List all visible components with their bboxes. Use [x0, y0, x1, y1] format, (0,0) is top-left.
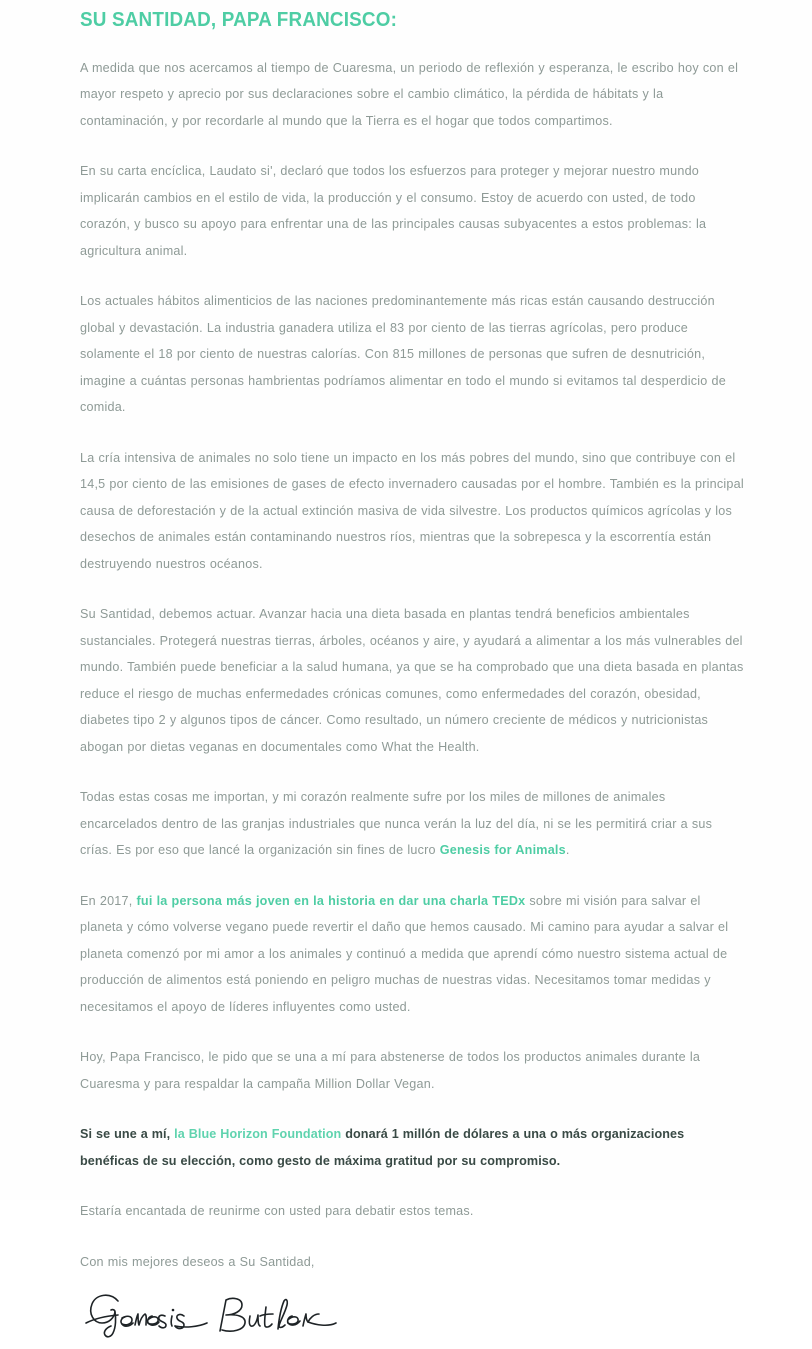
page-title: SU SANTIDAD, PAPA FRANCISCO:: [80, 8, 398, 31]
paragraph-9-text-after: donará 1 millón de dólares a una o más organizaciones benéficas de su elección, como gesto de máxima gratitud por su compromiso.: [80, 1127, 685, 1168]
paragraph-3: Los actuales hábitos alimenticios de las naciones predominantemente más ricas están causando destrucción global y devastación. La industria ganadera utiliza el 83 por ciento de las tierras agrícolas, pero produce solamente el 18 por ciento de nuestras calorías. Con 815 millones de personas que sufren de desnutrición, imagine a cuántas personas hambrientas podríamos alimentar en todo el mundo si evitamos tal desperdicio de comida.: [80, 294, 726, 415]
paragraph-6: [80, 784, 745, 864]
paragraph-9-pledge: [80, 1121, 745, 1174]
paragraph-8: Hoy, Papa Francisco, le pido que se una a mí para abstenerse de todos los productos animales durante la Cuaresma y para respaldar la campaña Million Dollar Vegan.: [80, 1050, 701, 1091]
signature: [80, 1285, 745, 1349]
paragraph-5: Su Santidad, debemos actuar. Avanzar hacia una dieta basada en plantas tendrá beneficios ambientales sustanciales. Protegerá nuestras tierras, árboles, océanos y aire, y ayudará a alimentar a los más vulnerables del mundo. También puede beneficiar a la salud humana, ya que se ha comprobado que una dieta basada en plantas reduce el riesgo de muchas enfermedades crónicas comunes, como enfermedades del corazón, obesidad, diabetes tipo 2 y algunos tipos de cáncer. Como resultado, un número creciente de médicos y nutricionistas abogan por dietas veganas en documentales como What the Health.: [80, 607, 744, 754]
link-genesis-for-animals[interactable]: Genesis for Animals: [439, 843, 566, 858]
paragraph-9-text-before: Si se une a mí,: [80, 1127, 175, 1142]
paragraph-7: [80, 888, 745, 1021]
paragraph-4: La cría intensiva de animales no solo tiene un impacto en los más pobres del mundo, sino que contribuye con el 14,5 por ciento de las emisiones de gases de efecto invernadero causadas por el hombre. También es la principal causa de deforestación y de la actual extinción masiva de vida silvestre. Los productos químicos agrícolas y los desechos de animales están contaminando nuestros ríos, mientras que la sobrepesca y la escorrentía están destruyendo nuestros océanos.: [80, 450, 744, 571]
paragraph-10: Estaría encantada de reunirme con usted para debatir estos temas.: [80, 1204, 474, 1219]
paragraph-2: En su carta encíclica, Laudato si', declaró que todos los esfuerzos para proteger y mejorar nuestro mundo implicarán cambios en el estilo de vida, la producción y el consumo. Estoy de acuerdo con usted, de todo corazón, y busco su apoyo para enfrentar una de las principales causas subyacentes a estos problemas: la agricultura animal.: [80, 164, 707, 258]
link-blue-horizon-foundation[interactable]: la Blue Horizon Foundation: [174, 1127, 342, 1142]
paragraph-6-text-before: Todas estas cosas me importan, y mi corazón realmente sufre por los miles de millones de animales encarcelados dentro de las granjas industriales que nunca verán la luz del día, ni se les permitirá criar a sus crías. Es por eso que lancé la organización sin fines de lucro: [80, 790, 713, 858]
paragraph-6-text-after: .: [565, 843, 570, 858]
paragraph-7-text-before: En 2017,: [80, 893, 137, 908]
paragraph-11-closing: Con mis mejores deseos a Su Santidad,: [80, 1254, 315, 1269]
paragraph-1: A medida que nos acercamos al tiempo de Cuaresma, un periodo de reflexión y esperanza, le escribo hoy con el mayor respeto y aprecio por sus declaraciones sobre el cambio climático, la pérdida de hábitats y la contaminación, y por recordarle al mundo que la Tierra es el hogar que todos compartimos.: [80, 60, 739, 128]
signature-handwriting-icon: [80, 1285, 380, 1345]
paragraph-7-text-after: sobre mi visión para salvar el planeta y cómo volverse vegano puede revertir el daño que hemos causado. Mi camino para ayudar a salvar el planeta comenzó por mi amor a los animales y continuó a medida que aprendí cómo nuestro sistema actual de producción de alimentos está poniendo en peligro muchas de nuestras vidas. Necesitamos tomar medidas y necesitamos el apoyo de líderes influyentes como usted.: [80, 893, 729, 1014]
link-tedx-talk[interactable]: fui la persona más joven en la historia en dar una charla TEDx: [136, 893, 526, 908]
